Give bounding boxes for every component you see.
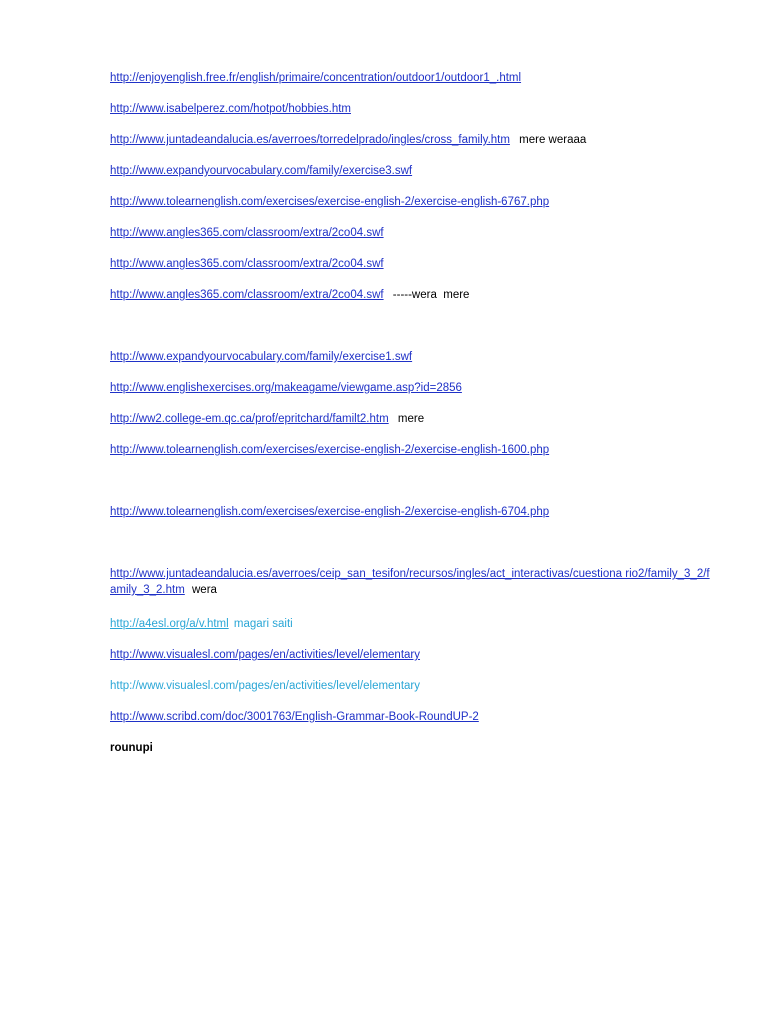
url-link[interactable]: http://a4esl.org/a/v.html xyxy=(110,618,229,630)
link-line xyxy=(110,504,549,520)
url-link[interactable]: http://www.scribd.com/doc/3001763/English-Grammar-Book-RoundUP-2 xyxy=(110,711,479,723)
url-link[interactable]: http://www.expandyourvocabulary.com/family/exercise3.swf xyxy=(110,165,413,177)
link-note: -----wera mere xyxy=(392,289,470,301)
footer-text: rounupi xyxy=(110,742,153,754)
url-link[interactable]: http://www.tolearnenglish.com/exercises/exercise-english-2/exercise-english-6767.php xyxy=(110,196,550,208)
link-line xyxy=(110,163,412,179)
link-line xyxy=(110,442,549,458)
link-line xyxy=(110,616,293,632)
link-line xyxy=(110,194,549,210)
link-line xyxy=(110,256,384,272)
link-note: wera xyxy=(192,584,217,596)
url-link[interactable]: http://www.tolearnenglish.com/exercises/exercise-english-2/exercise-english-1600.php xyxy=(110,444,550,456)
url-link[interactable]: http://www.tolearnenglish.com/exercises/exercise-english-2/exercise-english-6704.php xyxy=(110,506,550,518)
link-note: magari saiti xyxy=(233,618,293,630)
url-link[interactable]: http://www.expandyourvocabulary.com/family/exercise1.swf xyxy=(110,351,413,363)
link-line xyxy=(110,132,586,148)
url-link[interactable]: http://www.juntadeandalucia.es/averroes/ceip_san_tesifon/recursos/ingles/act_interactivas/cuestiona rio2/family_3_2/family_3_2.htm xyxy=(110,568,710,596)
link-line xyxy=(110,101,351,117)
url-link[interactable]: http://www.angles365.com/classroom/extra/2co04.swf xyxy=(110,258,384,270)
link-line xyxy=(110,287,469,303)
link-line xyxy=(110,349,412,365)
url-link[interactable]: http://www.angles365.com/classroom/extra/2co04.swf xyxy=(110,289,384,301)
link-note: mere xyxy=(397,413,425,425)
url-link[interactable]: http://www.englishexercises.org/makeagame/viewgame.asp?id=2856 xyxy=(110,382,462,394)
link-line xyxy=(110,225,384,241)
link-line xyxy=(110,678,420,694)
url-link[interactable]: http://www.isabelperez.com/hotpot/hobbies.htm xyxy=(110,103,351,115)
plain-url-text: http://www.visualesl.com/pages/en/activities/level/elementary xyxy=(110,680,421,692)
url-link[interactable]: http://www.juntadeandalucia.es/averroes/torredelprado/ingles/cross_family.htm xyxy=(110,134,510,146)
link-line xyxy=(110,647,420,663)
link-line xyxy=(110,709,479,725)
url-link[interactable]: http://www.visualesl.com/pages/en/activities/level/elementary xyxy=(110,649,421,661)
link-line xyxy=(110,566,715,598)
link-line xyxy=(110,411,424,427)
url-link[interactable]: http://enjoyenglish.free.fr/english/primaire/concentration/outdoor1/outdoor1_.html xyxy=(110,72,522,84)
url-link[interactable]: http://www.angles365.com/classroom/extra/2co04.swf xyxy=(110,227,384,239)
link-line xyxy=(110,380,462,396)
url-link[interactable]: http://ww2.college-em.qc.ca/prof/epritchard/familt2.htm xyxy=(110,413,389,425)
link-line xyxy=(110,70,521,86)
link-note: mere weraaa xyxy=(519,134,587,146)
